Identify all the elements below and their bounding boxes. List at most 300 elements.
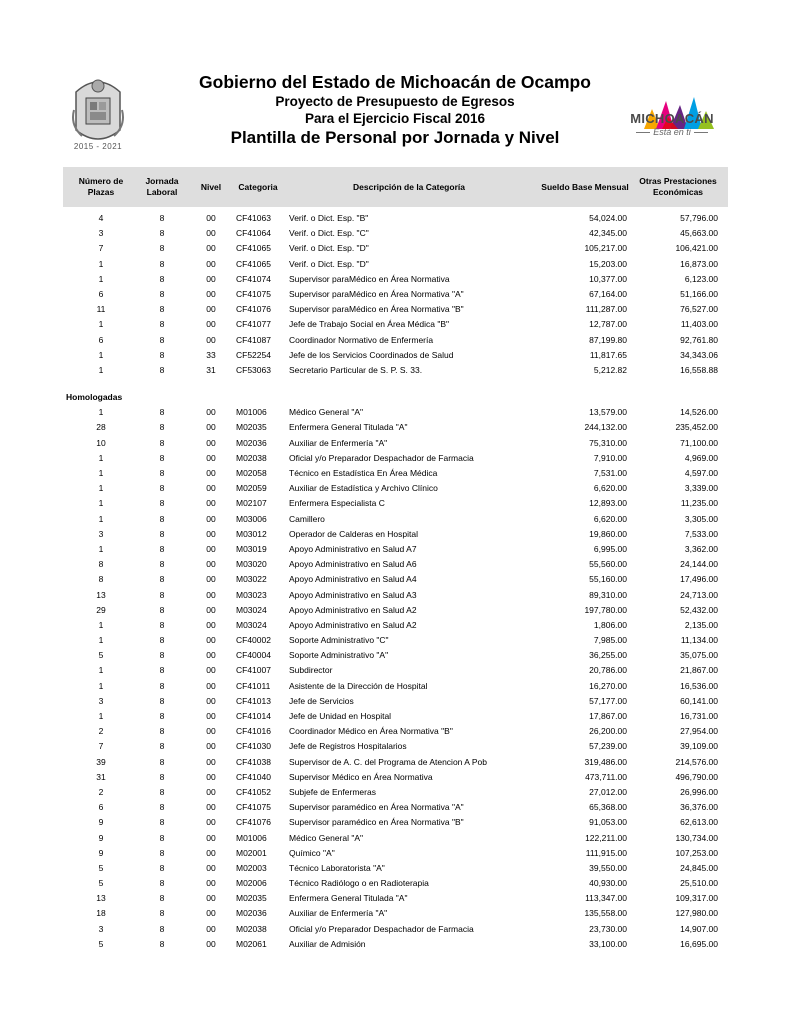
cell-otras: 7,533.00	[684, 528, 718, 539]
col-categoria: Categoria	[238, 181, 278, 192]
cell-categoria: M02107	[236, 498, 267, 509]
cell-otras: 235,452.00	[675, 422, 718, 433]
cell-categoria: M03024	[236, 604, 267, 615]
cell-jornada: 8	[159, 589, 165, 600]
cell-jornada: 8	[159, 695, 165, 706]
cell-num-plazas: 8	[98, 574, 104, 585]
logo-tagline: Está en ti	[622, 127, 722, 137]
cell-descripcion: Coordinador Normativo de Enfermería	[289, 334, 434, 345]
cell-jornada: 8	[159, 273, 165, 284]
table-row	[0, 679, 791, 694]
cell-num-plazas: 7	[98, 741, 104, 752]
cell-descripcion: Supervisor Médico en Área Normativa	[289, 771, 433, 782]
cell-jornada: 8	[159, 319, 165, 330]
cell-num-plazas: 9	[98, 817, 104, 828]
cell-otras: 26,996.00	[680, 786, 718, 797]
cell-categoria: CF52254	[236, 349, 271, 360]
cell-num-plazas: 1	[98, 364, 104, 375]
cell-categoria: M03024	[236, 619, 267, 630]
cell-jornada: 8	[159, 528, 165, 539]
cell-categoria: CF41076	[236, 817, 271, 828]
cell-num-plazas: 6	[98, 288, 104, 299]
cell-otras: 71,100.00	[680, 437, 718, 448]
cell-otras: 6,123.00	[684, 273, 718, 284]
cell-sueldo: 91,053.00	[589, 817, 627, 828]
col-sueldo: Sueldo Base Mensual	[541, 181, 629, 192]
cell-num-plazas: 1	[98, 319, 104, 330]
cell-sueldo: 36,255.00	[589, 650, 627, 661]
cell-jornada: 8	[159, 559, 165, 570]
cell-categoria: M01006	[236, 832, 267, 843]
cell-descripcion: Técnico Radiólogo o en Radioterapia	[289, 878, 429, 889]
cell-jornada: 8	[159, 756, 165, 767]
cell-jornada: 8	[159, 498, 165, 509]
cell-categoria: M02036	[236, 908, 267, 919]
cell-jornada: 8	[159, 437, 165, 448]
cell-descripcion: Técnico Laboratorista "A"	[289, 862, 385, 873]
cell-nivel: 00	[206, 437, 216, 448]
cell-nivel: 00	[206, 862, 216, 873]
cell-jornada: 8	[159, 665, 165, 676]
cell-nivel: 00	[206, 288, 216, 299]
cell-categoria: M03012	[236, 528, 267, 539]
cell-otras: 92,761.80	[680, 334, 718, 345]
cell-descripcion: Jefe de Unidad en Hospital	[289, 711, 392, 721]
cell-descripcion: Apoyo Administrativo en Salud A4	[289, 574, 417, 585]
cell-otras: 16,731.00	[680, 711, 718, 721]
cell-otras: 16,873.00	[680, 258, 718, 269]
cell-otras: 35,075.00	[680, 650, 718, 661]
cell-nivel: 00	[206, 878, 216, 889]
cell-jornada: 8	[159, 364, 165, 375]
cell-categoria: M02006	[236, 878, 267, 889]
cell-descripcion: Jefe de Servicios	[289, 695, 354, 706]
table-row	[0, 891, 791, 906]
cell-otras: 27,954.00	[680, 726, 718, 737]
cell-num-plazas: 9	[98, 832, 104, 843]
cell-jornada: 8	[159, 213, 165, 223]
cell-nivel: 33	[206, 349, 216, 360]
cell-descripcion: Jefe de los Servicios Coordinados de Salud	[289, 349, 454, 360]
cell-categoria: CF41076	[236, 304, 271, 315]
cell-nivel: 00	[206, 452, 216, 463]
cell-otras: 51,166.00	[680, 288, 718, 299]
cell-categoria: M03006	[236, 513, 267, 524]
cell-sueldo: 12,893.00	[589, 498, 627, 509]
cell-otras: 130,734.00	[675, 832, 718, 843]
cell-jornada: 8	[159, 908, 165, 919]
table-row	[0, 348, 791, 363]
table-row	[0, 906, 791, 921]
col-nivel: Nivel	[200, 181, 222, 192]
cell-categoria: M02036	[236, 437, 267, 448]
cell-sueldo: 6,620.00	[593, 483, 627, 494]
cell-descripcion: Operador de Calderas en Hospital	[289, 528, 418, 539]
cell-jornada: 8	[159, 288, 165, 299]
table-row	[0, 831, 791, 846]
cell-nivel: 00	[206, 726, 216, 737]
cell-descripcion: Auxiliar de Enfermería "A"	[289, 437, 388, 448]
table-row	[0, 648, 791, 663]
cell-sueldo: 40,930.00	[589, 878, 627, 889]
cell-num-plazas: 31	[96, 771, 106, 782]
table-row	[0, 815, 791, 830]
cell-otras: 60,141.00	[680, 695, 718, 706]
cell-otras: 11,235.00	[680, 498, 718, 509]
cell-descripcion: Jefe de Registros Hospitalarios	[289, 741, 407, 752]
rows-group	[0, 211, 791, 378]
cell-sueldo: 13,579.00	[589, 407, 627, 418]
table-row	[0, 694, 791, 709]
col-jornada: Jornada Laboral	[145, 176, 179, 197]
cell-otras: 4,597.00	[684, 468, 718, 478]
cell-jornada: 8	[159, 817, 165, 828]
cell-sueldo: 122,211.00	[585, 832, 627, 843]
cell-num-plazas: 1	[98, 498, 104, 509]
cell-nivel: 00	[206, 528, 216, 539]
table-row	[0, 420, 791, 435]
cell-descripcion: Técnico en Estadística En Área Médica	[289, 468, 438, 478]
cell-sueldo: 7,910.00	[593, 452, 627, 463]
cell-descripcion: Verif. o Dict. Esp. "D"	[289, 243, 369, 254]
cell-sueldo: 19,860.00	[589, 528, 627, 539]
cell-descripcion: Jefe de Trabajo Social en Área Médica "B"	[289, 319, 450, 330]
cell-num-plazas: 29	[96, 604, 106, 615]
cell-sueldo: 20,786.00	[589, 665, 627, 676]
cell-sueldo: 473,711.00	[585, 771, 627, 782]
cell-categoria: M02035	[236, 422, 267, 433]
cell-categoria: CF41065	[236, 243, 271, 254]
cell-descripcion: Supervisor paramédico en Área Normativa "B"	[289, 817, 464, 828]
cell-otras: 24,144.00	[680, 559, 718, 570]
cell-otras: 17,496.00	[680, 574, 718, 585]
cell-descripcion: Subjefe de Enfermeras	[289, 786, 376, 797]
cell-nivel: 31	[206, 364, 216, 375]
cell-nivel: 00	[206, 407, 216, 418]
table-row	[0, 405, 791, 420]
table-row	[0, 785, 791, 800]
table-row	[0, 241, 791, 256]
cell-categoria: CF41016	[236, 726, 271, 737]
cell-sueldo: 55,560.00	[589, 559, 627, 570]
cell-nivel: 00	[206, 483, 216, 494]
cell-sueldo: 16,270.00	[589, 680, 627, 691]
cell-otras: 62,613.00	[680, 817, 718, 828]
cell-sueldo: 6,620.00	[593, 513, 627, 524]
cell-nivel: 00	[206, 786, 216, 797]
cell-nivel: 00	[206, 771, 216, 782]
cell-categoria: CF41013	[236, 695, 271, 706]
fiscal-year: Para el Ejercicio Fiscal 2016	[304, 111, 486, 126]
cell-otras: 3,362.00	[684, 543, 718, 554]
cell-otras: 107,253.00	[675, 847, 718, 858]
cell-jornada: 8	[159, 893, 165, 904]
table-row	[0, 226, 791, 241]
cell-sueldo: 113,347.00	[585, 893, 627, 904]
cell-otras: 45,663.00	[680, 228, 718, 239]
cell-nivel: 00	[206, 213, 216, 223]
cell-num-plazas: 4	[98, 213, 104, 223]
cell-jornada: 8	[159, 862, 165, 873]
cell-descripcion: Auxiliar de Estadística y Archivo Clínico	[289, 483, 438, 494]
cell-jornada: 8	[159, 228, 165, 239]
cell-jornada: 8	[159, 468, 165, 478]
cell-categoria: CF41040	[236, 771, 271, 782]
cell-num-plazas: 18	[96, 908, 106, 919]
cell-descripcion: Oficial y/o Preparador Despachador de Farmacia	[289, 452, 474, 463]
cell-sueldo: 17,867.00	[589, 711, 627, 721]
cell-descripcion: Verif. o Dict. Esp. "B"	[289, 213, 369, 223]
cell-num-plazas: 5	[98, 878, 104, 889]
cell-jornada: 8	[159, 711, 165, 721]
table-row	[0, 937, 791, 952]
table-row	[0, 257, 791, 272]
cell-descripcion: Asistente de la Dirección de Hospital	[289, 680, 428, 691]
cell-nivel: 00	[206, 468, 216, 478]
table-row	[0, 800, 791, 815]
cell-descripcion: Camillero	[289, 513, 325, 524]
cell-jornada: 8	[159, 349, 165, 360]
cell-categoria: CF41075	[236, 802, 271, 813]
document-subtitle: Proyecto de Presupuesto de Egresos	[275, 94, 515, 109]
cell-descripcion: Supervisor de A. C. del Programa de Atencion A Pob	[289, 756, 487, 767]
cell-otras: 3,305.00	[684, 513, 718, 524]
cell-sueldo: 6,995.00	[593, 543, 627, 554]
cell-jornada: 8	[159, 771, 165, 782]
cell-nivel: 00	[206, 619, 216, 630]
cell-otras: 24,713.00	[680, 589, 718, 600]
cell-descripcion: Coordinador Médico en Área Normativa "B"	[289, 726, 453, 737]
cell-descripcion: Apoyo Administrativo en Salud A6	[289, 559, 417, 570]
cell-categoria: CF53063	[236, 364, 271, 375]
cell-descripcion: Supervisor paraMédico en Área Normativa "B"	[289, 304, 464, 315]
cell-nivel: 00	[206, 893, 216, 904]
cell-num-plazas: 1	[98, 483, 104, 494]
cell-jornada: 8	[159, 619, 165, 630]
cell-num-plazas: 6	[98, 802, 104, 813]
cell-descripcion: Apoyo Administrativo en Salud A2	[289, 619, 417, 630]
table-row	[0, 211, 791, 226]
cell-otras: 14,907.00	[680, 923, 718, 934]
cell-jornada: 8	[159, 407, 165, 418]
cell-otras: 4,969.00	[684, 452, 718, 463]
cell-num-plazas: 1	[98, 513, 104, 524]
cell-otras: 16,695.00	[680, 938, 718, 949]
cell-nivel: 00	[206, 574, 216, 585]
cell-nivel: 00	[206, 832, 216, 843]
table-row	[0, 603, 791, 618]
cell-num-plazas: 3	[98, 695, 104, 706]
cell-jornada: 8	[159, 258, 165, 269]
cell-num-plazas: 5	[98, 938, 104, 949]
cell-nivel: 00	[206, 650, 216, 661]
cell-nivel: 00	[206, 923, 216, 934]
cell-num-plazas: 1	[98, 452, 104, 463]
table-row	[0, 770, 791, 785]
cell-categoria: M01006	[236, 407, 267, 418]
cell-num-plazas: 13	[96, 589, 106, 600]
cell-num-plazas: 1	[98, 273, 104, 284]
cell-categoria: M02035	[236, 893, 267, 904]
table-row	[0, 512, 791, 527]
cell-descripcion: Subdirector	[289, 665, 333, 676]
cell-nivel: 00	[206, 695, 216, 706]
cell-nivel: 00	[206, 258, 216, 269]
cell-sueldo: 26,200.00	[589, 726, 627, 737]
cell-num-plazas: 3	[98, 528, 104, 539]
table-row	[0, 922, 791, 937]
cell-num-plazas: 10	[96, 437, 106, 448]
cell-num-plazas: 1	[98, 711, 104, 721]
table-row	[0, 724, 791, 739]
cell-jornada: 8	[159, 574, 165, 585]
cell-sueldo: 111,287.00	[585, 304, 627, 315]
cell-otras: 11,403.00	[680, 319, 718, 330]
cell-descripcion: Soporte Administrativo "A"	[289, 650, 389, 661]
cell-sueldo: 23,730.00	[589, 923, 627, 934]
cell-descripcion: Auxiliar de Admisión	[289, 938, 366, 949]
cell-jornada: 8	[159, 452, 165, 463]
table-row	[0, 272, 791, 287]
cell-categoria: CF41075	[236, 288, 271, 299]
cell-num-plazas: 6	[98, 334, 104, 345]
table-row	[0, 496, 791, 511]
cell-num-plazas: 13	[96, 893, 106, 904]
cell-nivel: 00	[206, 498, 216, 509]
cell-nivel: 00	[206, 589, 216, 600]
cell-categoria: M03022	[236, 574, 267, 585]
cell-otras: 36,376.00	[680, 802, 718, 813]
cell-sueldo: 15,203.00	[589, 258, 627, 269]
cell-descripcion: Supervisor paraMédico en Área Normativa	[289, 273, 450, 284]
cell-sueldo: 55,160.00	[589, 574, 627, 585]
table-row	[0, 317, 791, 332]
cell-descripcion: Enfermera General Titulada "A"	[289, 422, 408, 433]
cell-otras: 214,576.00	[675, 756, 718, 767]
cell-nivel: 00	[206, 559, 216, 570]
cell-otras: 52,432.00	[680, 604, 718, 615]
cell-sueldo: 57,177.00	[589, 695, 627, 706]
cell-num-plazas: 9	[98, 847, 104, 858]
cell-categoria: CF41030	[236, 741, 271, 752]
table-row	[0, 739, 791, 754]
table-body	[0, 211, 791, 952]
cell-jornada: 8	[159, 938, 165, 949]
table-row	[0, 633, 791, 648]
cell-sueldo: 27,012.00	[589, 786, 627, 797]
table-row	[0, 663, 791, 678]
cell-sueldo: 1,806.00	[593, 619, 627, 630]
document-header	[0, 0, 791, 165]
col-otras: Otras Prestaciones Económicas	[639, 176, 717, 197]
cell-sueldo: 7,531.00	[593, 468, 627, 478]
cell-nivel: 00	[206, 665, 216, 676]
cell-sueldo: 42,345.00	[589, 228, 627, 239]
cell-categoria: M02058	[236, 468, 267, 478]
cell-sueldo: 67,164.00	[589, 288, 627, 299]
table-row	[0, 572, 791, 587]
cell-nivel: 00	[206, 304, 216, 315]
cell-nivel: 00	[206, 908, 216, 919]
table-row	[0, 588, 791, 603]
cell-otras: 106,421.00	[675, 243, 718, 254]
cell-otras: 57,796.00	[680, 213, 718, 223]
cell-sueldo: 87,199.80	[589, 334, 627, 345]
cell-jornada: 8	[159, 650, 165, 661]
cell-sueldo: 39,550.00	[589, 862, 627, 873]
cell-categoria: M03023	[236, 589, 267, 600]
cell-descripcion: Verif. o Dict. Esp. "C"	[289, 228, 369, 239]
cell-categoria: CF41011	[236, 680, 271, 691]
cell-jornada: 8	[159, 604, 165, 615]
cell-num-plazas: 1	[98, 468, 104, 478]
cell-otras: 76,527.00	[680, 304, 718, 315]
cell-descripcion: Médico General "A"	[289, 407, 364, 418]
cell-categoria: M02038	[236, 923, 267, 934]
cell-categoria: M02059	[236, 483, 267, 494]
cell-otras: 34,343.06	[680, 349, 718, 360]
cell-num-plazas: 8	[98, 559, 104, 570]
cell-nivel: 00	[206, 802, 216, 813]
cell-sueldo: 57,239.00	[589, 741, 627, 752]
cell-categoria: CF41038	[236, 756, 271, 767]
cell-num-plazas: 5	[98, 650, 104, 661]
cell-nivel: 00	[206, 273, 216, 284]
cell-nivel: 00	[206, 635, 216, 646]
cell-nivel: 00	[206, 543, 216, 554]
cell-nivel: 00	[206, 680, 216, 691]
table-row	[0, 618, 791, 633]
cell-descripcion: Supervisor paramédico en Área Normativa "A"	[289, 802, 464, 813]
table-row	[0, 755, 791, 770]
cell-categoria: CF40002	[236, 635, 271, 646]
cell-nivel: 00	[206, 513, 216, 524]
cell-otras: 16,558.88	[680, 364, 718, 375]
cell-otras: 21,867.00	[680, 665, 718, 676]
cell-otras: 16,536.00	[680, 680, 718, 691]
cell-sueldo: 5,212.82	[593, 364, 627, 375]
cell-jornada: 8	[159, 802, 165, 813]
cell-jornada: 8	[159, 878, 165, 889]
cell-descripcion: Secretario Particular de S. P. S. 33.	[289, 364, 423, 375]
cell-categoria: CF41087	[236, 334, 271, 345]
cell-jornada: 8	[159, 635, 165, 646]
cell-num-plazas: 1	[98, 635, 104, 646]
cell-descripcion: Enfermera General Titulada "A"	[289, 893, 408, 904]
table-row	[0, 542, 791, 557]
cell-jornada: 8	[159, 832, 165, 843]
table-header	[63, 167, 728, 207]
cell-categoria: CF41064	[236, 228, 271, 239]
cell-otras: 39,109.00	[680, 741, 718, 752]
cell-num-plazas: 28	[96, 422, 106, 433]
cell-nivel: 00	[206, 422, 216, 433]
cell-num-plazas: 1	[98, 407, 104, 418]
cell-otras: 25,510.00	[680, 878, 718, 889]
cell-descripcion: Enfermera Especialista C	[289, 498, 385, 509]
cell-otras: 11,134.00	[680, 635, 718, 646]
cell-jornada: 8	[159, 543, 165, 554]
table-row	[0, 846, 791, 861]
cell-sueldo: 33,100.00	[589, 938, 627, 949]
cell-nivel: 00	[206, 938, 216, 949]
cell-jornada: 8	[159, 483, 165, 494]
cell-descripcion: Auxiliar de Enfermería "A"	[289, 908, 388, 919]
table-row	[0, 466, 791, 481]
cell-sueldo: 105,217.00	[584, 243, 627, 254]
cell-descripcion: Verif. o Dict. Esp. "D"	[289, 258, 369, 269]
section-homologadas: Homologadas	[66, 392, 123, 403]
